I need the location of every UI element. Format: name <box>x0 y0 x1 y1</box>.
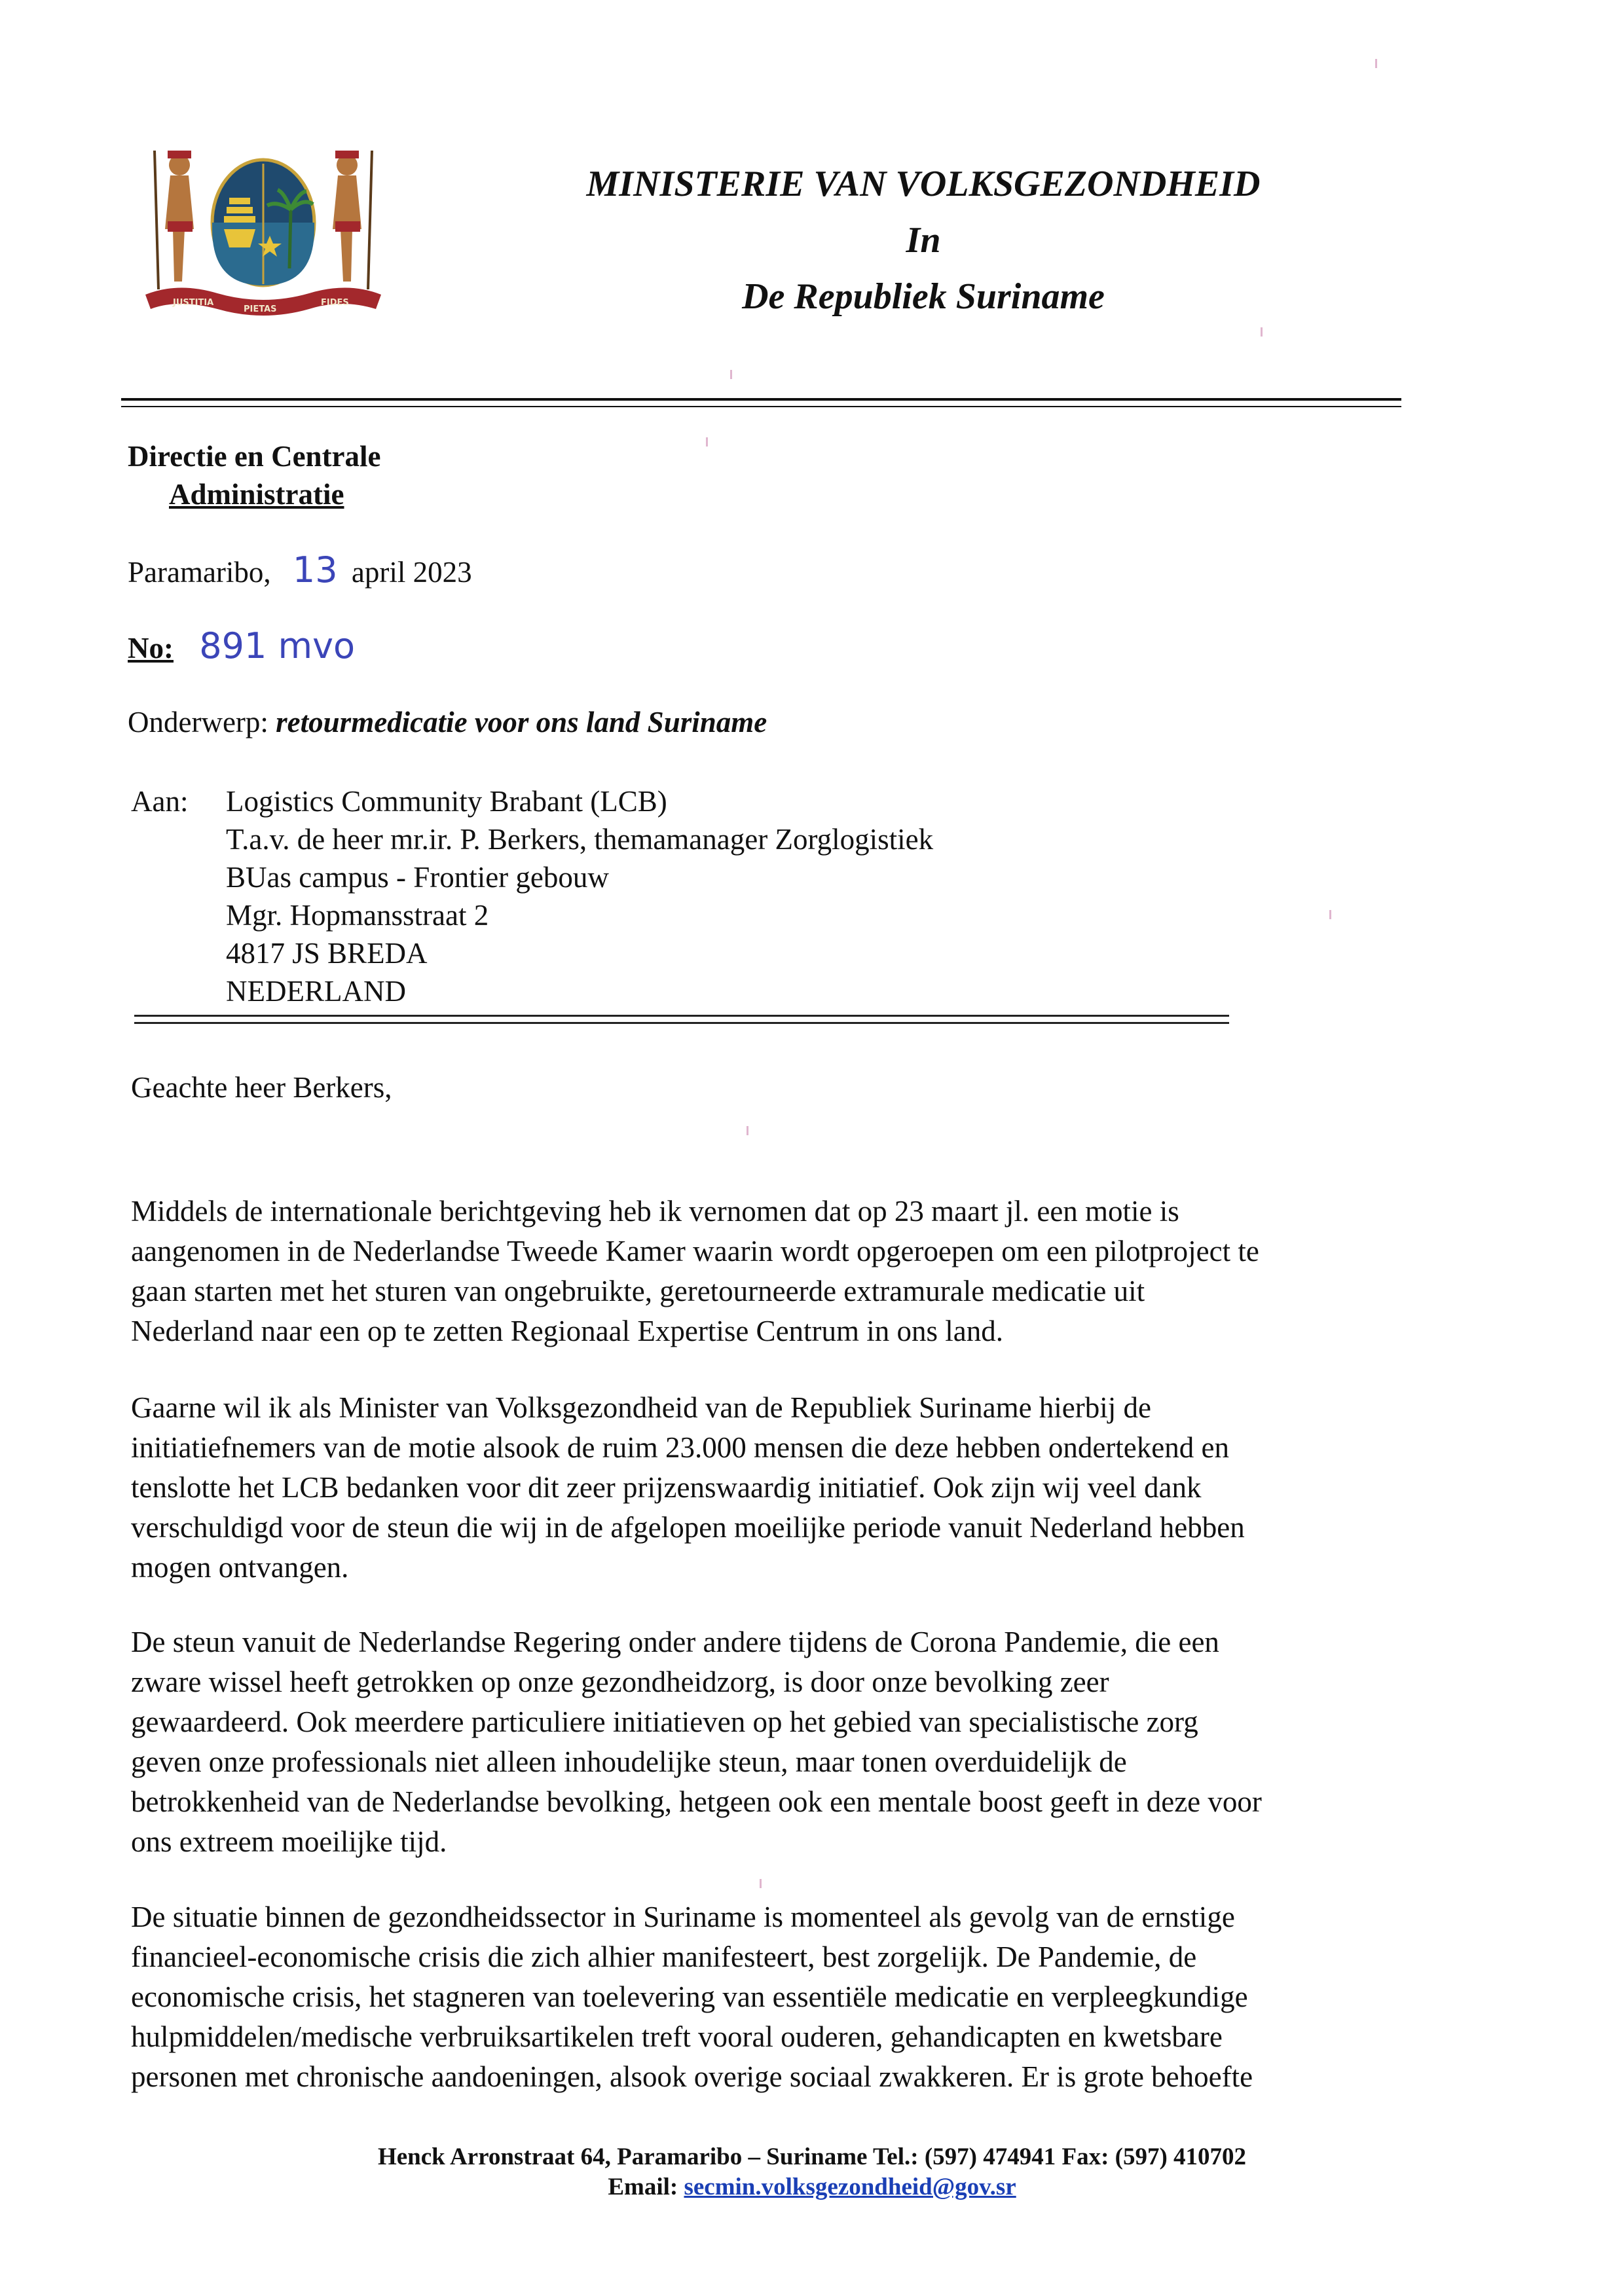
body-line: zware wissel heeft getrokken op onze gezondheidzorg, is door onze bevolking zeer <box>131 1666 1109 1698</box>
subject-text: retourmedicatie voor ons land Suriname <box>276 706 767 738</box>
body-paragraph-3 <box>131 1622 1493 1862</box>
footer-email-link[interactable]: secmin.volksgezondheid@gov.sr <box>684 2174 1016 2200</box>
date-day-handwritten: 13 <box>292 549 338 591</box>
scan-speckle <box>760 1879 762 1888</box>
department-line2: Administratie <box>169 478 344 511</box>
body-paragraph-2 <box>131 1388 1493 1588</box>
body-paragraph-1 <box>131 1192 1493 1351</box>
address-separator <box>134 1015 1229 1024</box>
body-line: financieel-economische crisis die zich alhier manifesteert, best zorgelijk. De Pandemie, de <box>131 1941 1197 1973</box>
date-month-year: april 2023 <box>351 556 472 589</box>
body-line: mogen ontvangen. <box>131 1551 349 1584</box>
body-line: Gaarne wil ik als Minister van Volksgezondheid van de Republiek Suriname hierbij de <box>131 1391 1151 1424</box>
ministry-header <box>498 156 1349 325</box>
scan-speckle <box>706 437 708 446</box>
footer-email-label: Email: <box>608 2174 678 2200</box>
header-rule-bottom <box>121 406 1401 407</box>
body-line: economische crisis, het stagneren van toelevering van essentiële medicatie en verpleegkundige <box>131 1980 1248 2013</box>
address-line: NEDERLAND <box>226 975 406 1008</box>
body-line: initiatiefnemers van de motie alsook de ruim 23.000 mensen die deze hebben ondertekend en <box>131 1431 1229 1464</box>
address-line: 4817 JS BREDA <box>226 937 428 970</box>
salutation: Geachte heer Berkers, <box>131 1071 392 1104</box>
letterhead-footer <box>0 2142 1624 2202</box>
number-handwritten: 891 mvo <box>199 625 356 666</box>
address-line: T.a.v. de heer mr.ir. P. Berkers, themamanager Zorglogistiek <box>226 823 934 856</box>
svg-text:JUSTITIA: JUSTITIA <box>173 298 214 308</box>
body-line: personen met chronische aandoeningen, alsook overige sociaal zwakkeren. Er is grote behoefte <box>131 2060 1253 2093</box>
body-line: Nederland naar een op te zetten Regionaal Expertise Centrum in ons land. <box>131 1315 1004 1347</box>
letter-number <box>128 627 355 667</box>
scan-speckle <box>730 370 732 379</box>
body-paragraph-4 <box>131 1897 1493 2097</box>
body-line: betrokkenheid van de Nederlandse bevolking, hetgeen ook een mentale boost geeft in deze voor <box>131 1785 1262 1818</box>
department-line1: Directie en Centrale <box>128 440 381 473</box>
footer-address: Henck Arronstraat 64, Paramaribo – Suriname Tel.: (597) 474941 Fax: (597) 410702 <box>377 2143 1247 2170</box>
address-line: BUas campus - Frontier gebouw <box>226 861 609 894</box>
scan-speckle <box>1375 59 1377 68</box>
number-label: No: <box>128 632 174 665</box>
scan-speckle <box>1261 327 1263 337</box>
body-line: verschuldigd voor de steun die wij in de afgelopen moeilijke periode vanuit Nederland hebben <box>131 1511 1245 1544</box>
header-republic: De Republiek Suriname <box>742 276 1105 317</box>
address-line: Mgr. Hopmansstraat 2 <box>226 899 489 932</box>
body-line: aangenomen in de Nederlandse Tweede Kamer waarin wordt opgeroepen om een pilotproject te <box>131 1235 1259 1267</box>
date-line <box>128 551 472 591</box>
body-line: gewaardeerd. Ook meerdere particuliere initiatieven op het gebied van specialistische zorg <box>131 1705 1198 1738</box>
body-line: hulpmiddelen/medische verbruiksartikelen treft vooral ouderen, gehandicapten en kwetsbare <box>131 2020 1223 2053</box>
header-rule-top <box>121 398 1401 401</box>
body-line: tenslotte het LCB bedanken voor dit zeer prijzenswaardig initiatief. Ook zijn wij veel dank <box>131 1471 1202 1504</box>
ministry-title: MINISTERIE VAN VOLKSGEZONDHEID <box>586 164 1261 204</box>
body-line: De situatie binnen de gezondheidssector in Suriname is momenteel als gevolg van de ernstige <box>131 1901 1235 1933</box>
svg-text:FIDES: FIDES <box>321 298 349 308</box>
subject-line <box>128 703 767 741</box>
header-in: In <box>906 220 941 261</box>
footer-email-line <box>0 2172 1624 2202</box>
body-line: De steun vanuit de Nederlandse Regering onder andere tijdens de Corona Pandemie, die een <box>131 1626 1219 1658</box>
coat-of-arms-emblem <box>139 137 388 334</box>
body-line: gaan starten met het sturen van ongebruikte, geretourneerde extramurale medicatie uit <box>131 1275 1145 1307</box>
scan-speckle <box>747 1126 748 1135</box>
body-line: ons extreem moeilijke tijd. <box>131 1825 447 1858</box>
body-line: Middels de internationale berichtgeving heb ik vernomen dat op 23 maart jl. een motie is <box>131 1195 1179 1228</box>
scan-speckle <box>1329 910 1331 919</box>
subject-label: Onderwerp: <box>128 706 268 738</box>
date-place: Paramaribo, <box>128 556 271 589</box>
address-line: Logistics Community Brabant (LCB) <box>226 785 667 818</box>
body-line: geven onze professionals niet alleen inhoudelijke steun, maar tonen overduidelijk de <box>131 1745 1127 1778</box>
svg-text:PIETAS: PIETAS <box>244 304 277 314</box>
recipient-address <box>226 782 933 1010</box>
recipient-label: Aan: <box>131 785 189 818</box>
